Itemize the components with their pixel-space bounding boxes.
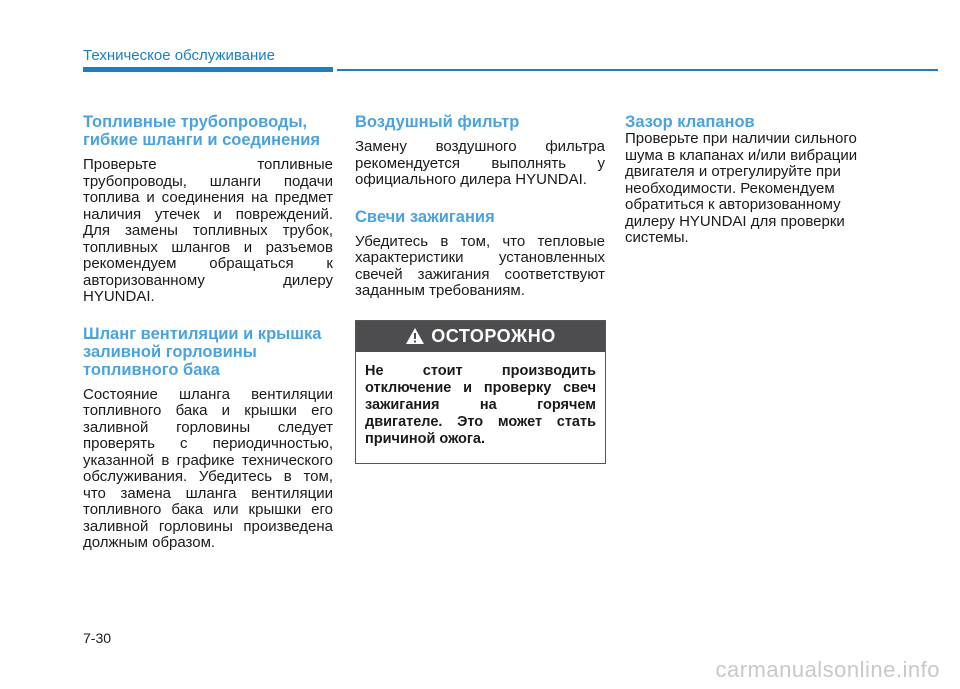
header-bar-thin xyxy=(337,69,938,71)
air-filter-heading: Воздушный фильтр xyxy=(355,113,520,131)
vent-hose-text: Состояние шланга вентиляции топливного бака и крышки его заливной горловины следует проверять с периодичностью, указанной в графике технического обслуживания. Убедитесь в том, что замена шланга вентиляции топливного бака или крышки его заливной горловины произведена должным образом. xyxy=(83,385,333,551)
caution-box xyxy=(355,320,606,464)
column-middle xyxy=(355,113,605,464)
fuel-lines-text: Проверьте топливные трубопроводы, шланги подачи топлива и соединения на предмет наличия утечек и повреждений. Для замены топливных трубок, топливных шлангов и разъемов рекомендуем обращаться к авторизованному дилеру HYUNDAI. xyxy=(83,156,333,305)
spark-plugs-heading: Свечи зажигания xyxy=(355,207,495,226)
valve-clearance-heading: Зазор клапанов xyxy=(625,113,755,131)
page-number: 7-30 xyxy=(83,630,112,646)
air-filter-text: Замену воздушного фильтра рекомендуется выполнять у официального дилера HYUNDAI. xyxy=(355,138,605,188)
column-right xyxy=(625,113,875,247)
warning-triangle-icon xyxy=(405,327,425,345)
column-left xyxy=(83,113,333,552)
spark-plugs-text: Убедитесь в том, что тепловые характеристики установленных свечей зажигания соответствуют заданным требованиям. xyxy=(355,232,605,299)
caution-header xyxy=(356,321,605,352)
caution-title: ОСТОРОЖНО xyxy=(431,325,556,346)
fuel-lines-heading: Топливные трубопроводы, гибкие шланги и соединения xyxy=(83,113,321,149)
caution-text: Не стоит производить отключение и проверку свеч зажигания на горячем двигателе. Это может стать причиной ожога. xyxy=(365,362,596,447)
vent-hose-heading: Шланг вентиляции и крышка заливной горловины топливного бака xyxy=(83,324,322,379)
valve-clearance-text: Проверьте при наличии сильного шума в клапанах и/или вибрации двигателя и отрегулируйте при необходимости. Рекомендуем обратиться к авторизованному дилеру HYUNDAI для проверки системы. xyxy=(625,130,858,246)
header-bar-thick xyxy=(83,67,333,72)
watermark: carmanualsonline.info xyxy=(715,657,940,682)
header-title: Техническое обслуживание xyxy=(83,47,275,64)
